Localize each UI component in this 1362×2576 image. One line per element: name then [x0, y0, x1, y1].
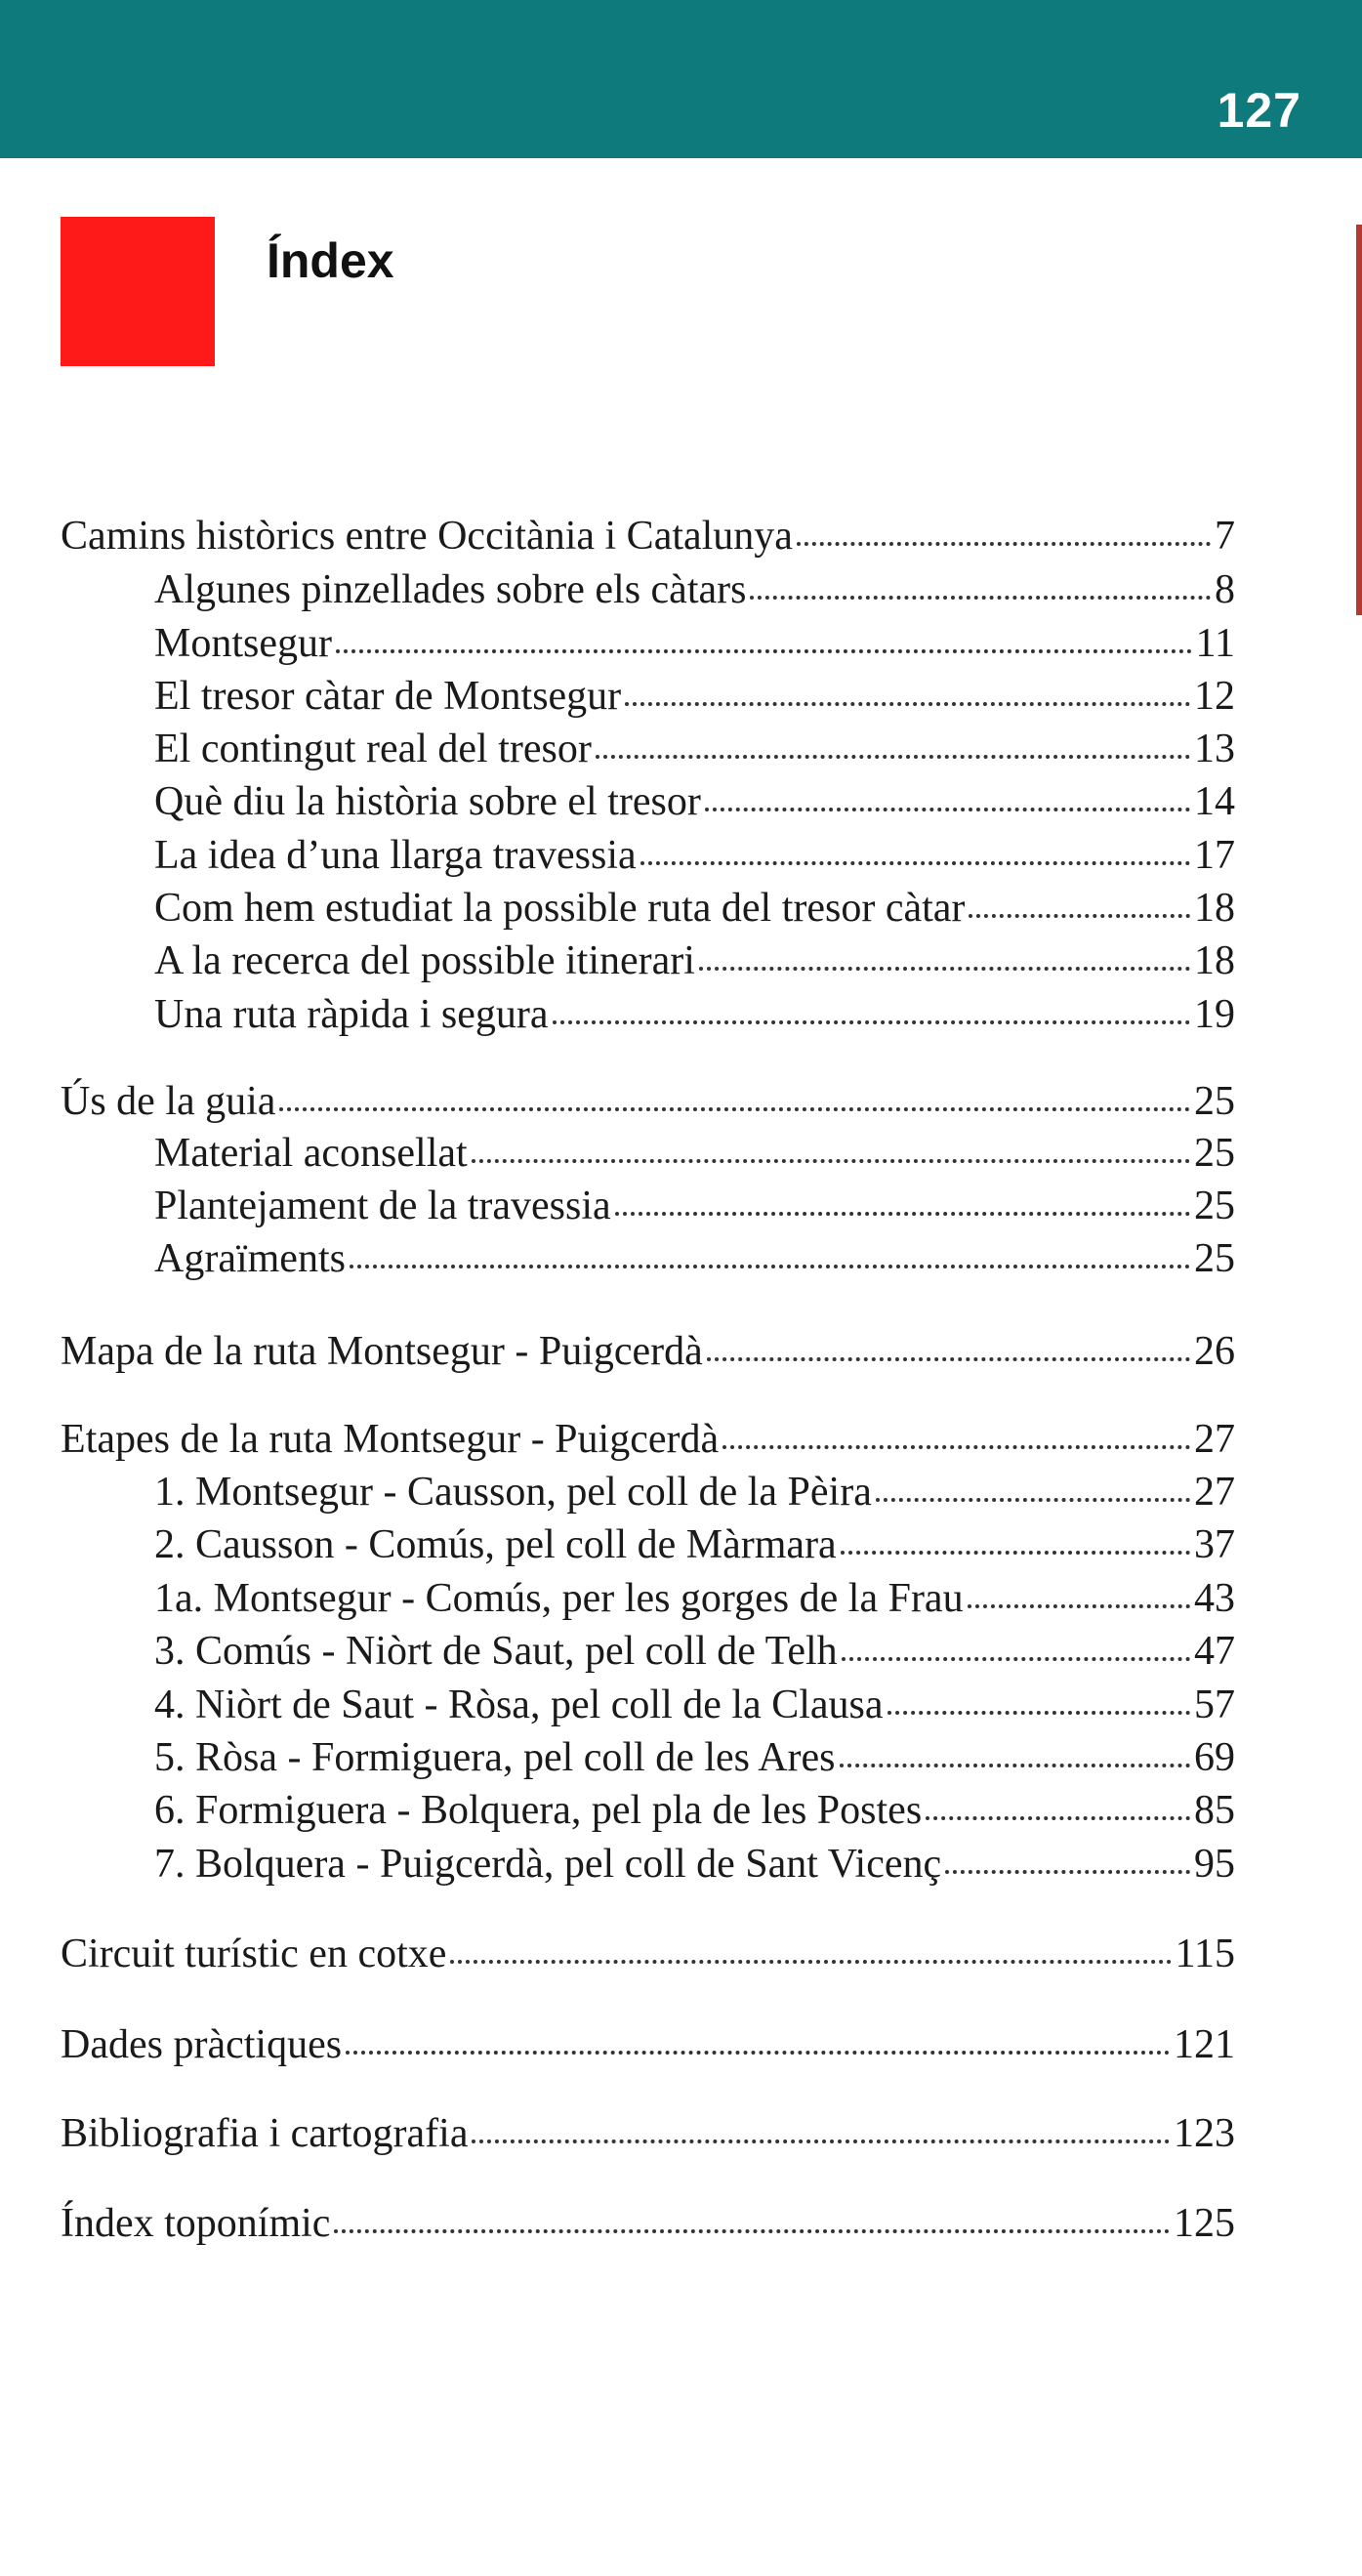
- page-title: Índex: [267, 233, 394, 288]
- toc-entry-page: 27: [1194, 1417, 1235, 1462]
- page-number: 127: [1217, 83, 1301, 138]
- toc-entry: [154, 1844, 1235, 1885]
- toc-entry: [61, 1331, 1235, 1372]
- dot-leader: [615, 1212, 1190, 1216]
- dot-leader: [840, 1764, 1190, 1767]
- toc-entry-label: Una ruta ràpida i segura: [154, 992, 549, 1037]
- dot-leader: [346, 2051, 1170, 2055]
- toc-entry: [61, 1081, 1235, 1122]
- toc-entry-label: 6. Formiguera - Bolquera, pel pla de les Postes: [154, 1788, 923, 1833]
- toc-entry-page: 17: [1194, 833, 1235, 878]
- toc-entry-page: 25: [1194, 1079, 1235, 1124]
- dot-leader: [945, 1870, 1190, 1874]
- toc-entry-label: Índex toponímic: [61, 2201, 331, 2246]
- dot-leader: [707, 1357, 1190, 1361]
- dot-leader: [336, 649, 1192, 653]
- dot-leader: [625, 702, 1190, 706]
- toc-entry-label: Com hem estudiat la possible ruta del tresor càtar: [154, 886, 966, 931]
- toc-entry: [154, 1472, 1235, 1513]
- toc-entry-page: 121: [1174, 2022, 1235, 2067]
- toc-entry-label: 3. Comús - Niòrt de Saut, pel coll de Telh: [154, 1629, 838, 1674]
- toc-entry: [61, 2203, 1235, 2244]
- toc-entry-page: 125: [1174, 2201, 1235, 2246]
- toc-entry: [154, 1790, 1235, 1831]
- toc-entry-page: 115: [1175, 1932, 1235, 1976]
- toc-entry: [154, 1578, 1235, 1619]
- dot-leader: [553, 1020, 1191, 1024]
- toc-entry-page: 95: [1194, 1842, 1235, 1887]
- toc-entry-page: 25: [1194, 1236, 1235, 1281]
- toc-entry-label: 2. Causson - Comús, pel coll de Màrmara: [154, 1522, 837, 1567]
- toc-entry-label: 7. Bolquera - Puigcerdà, pel coll de Sant Vicenç: [154, 1842, 942, 1887]
- toc-entry-page: 43: [1194, 1576, 1235, 1621]
- toc-entry-page: 123: [1174, 2111, 1235, 2156]
- toc-entry-page: 19: [1194, 992, 1235, 1037]
- toc-entry: [154, 940, 1235, 981]
- dot-leader: [926, 1816, 1190, 1820]
- dot-leader: [699, 967, 1190, 971]
- toc-entry-page: 27: [1194, 1470, 1235, 1515]
- dot-leader: [350, 1265, 1190, 1268]
- toc-entry-label: 1. Montsegur - Causson, pel coll de la Pèira: [154, 1470, 872, 1515]
- toc-entry: [154, 623, 1235, 664]
- toc-entry-label: Mapa de la ruta Montsegur - Puigcerdà: [61, 1329, 703, 1374]
- toc-entry-page: 7: [1215, 514, 1235, 559]
- dot-leader: [334, 2229, 1170, 2233]
- toc-entry-label: Circuit turístic en cotxe: [61, 1932, 447, 1976]
- toc-entry-label: Dades pràctiques: [61, 2022, 343, 2067]
- page-edge-strip: [1356, 225, 1362, 615]
- toc-entry: [61, 516, 1235, 557]
- toc-entry-label: La idea d’una llarga travessia: [154, 833, 637, 878]
- toc-entry-page: 85: [1194, 1788, 1235, 1833]
- toc-entry: [154, 676, 1235, 717]
- toc-entry: [154, 1737, 1235, 1778]
- dot-leader: [841, 1551, 1190, 1555]
- toc-entry-page: 26: [1194, 1329, 1235, 1374]
- dot-leader: [722, 1445, 1190, 1449]
- toc-entry-label: Etapes de la ruta Montsegur - Puigcerdà: [61, 1417, 720, 1462]
- toc-entry-label: Plantejament de la travessia: [154, 1184, 611, 1228]
- toc-entry-label: Camins històrics entre Occitània i Catalunya: [61, 514, 793, 559]
- dot-leader: [472, 2140, 1170, 2143]
- toc-entry: [61, 2113, 1235, 2154]
- toc-entry: [154, 888, 1235, 929]
- dot-leader: [279, 1107, 1190, 1111]
- toc-entry-page: 14: [1194, 779, 1235, 824]
- toc-entry: [154, 1524, 1235, 1565]
- toc-entry-label: El contingut real del tresor: [154, 727, 592, 771]
- toc-entry-label: 4. Niòrt de Saut - Ròsa, pel coll de la Clausa: [154, 1683, 884, 1727]
- toc-entry-page: 18: [1194, 886, 1235, 931]
- toc-entry: [154, 1185, 1235, 1226]
- toc-entry-label: 1a. Montsegur - Comús, per les gorges de la Frau: [154, 1576, 964, 1621]
- dot-leader: [887, 1711, 1190, 1715]
- toc-entry-label: Algunes pinzellades sobre els càtars: [154, 567, 747, 612]
- toc-entry: [154, 835, 1235, 876]
- toc-entry: [61, 1933, 1235, 1974]
- toc-entry-page: 37: [1194, 1522, 1235, 1567]
- toc-entry-label: El tresor càtar de Montsegur: [154, 674, 622, 719]
- toc-entry-label: A la recerca del possible itinerari: [154, 938, 695, 983]
- dot-leader: [968, 1604, 1190, 1608]
- red-square-marker: [61, 217, 215, 366]
- dot-leader: [797, 542, 1211, 546]
- toc-entry-page: 18: [1194, 938, 1235, 983]
- dot-leader: [450, 1960, 1171, 1964]
- toc-entry-page: 8: [1215, 567, 1235, 612]
- dot-leader: [750, 596, 1211, 600]
- toc-entry: [154, 569, 1235, 610]
- toc-entry-page: 57: [1194, 1683, 1235, 1727]
- toc-entry-page: 12: [1194, 674, 1235, 719]
- toc-entry: [61, 1419, 1235, 1460]
- toc-entry-label: Què diu la història sobre el tresor: [154, 779, 701, 824]
- toc-entry-label: 5. Ròsa - Formiguera, pel coll de les Ares: [154, 1735, 836, 1780]
- dot-leader: [876, 1498, 1190, 1502]
- toc-entry-page: 25: [1194, 1184, 1235, 1228]
- toc-entry: [154, 1631, 1235, 1672]
- dot-leader: [640, 861, 1190, 865]
- dot-leader: [842, 1657, 1190, 1661]
- toc-entry: [61, 2024, 1235, 2065]
- dot-leader: [596, 755, 1190, 759]
- toc-entry: [154, 1238, 1235, 1279]
- dot-leader: [969, 914, 1190, 918]
- toc-entry-page: 13: [1194, 727, 1235, 771]
- toc-entry: [154, 1133, 1235, 1174]
- dot-leader: [472, 1159, 1190, 1163]
- toc-entry: [154, 781, 1235, 822]
- toc-entry-page: 25: [1194, 1131, 1235, 1176]
- toc-entry-page: 47: [1194, 1629, 1235, 1674]
- dot-leader: [705, 808, 1190, 811]
- header-band: [0, 0, 1362, 158]
- toc-entry: [154, 994, 1235, 1035]
- toc-entry: [154, 1684, 1235, 1725]
- toc-entry-label: Agraïments: [154, 1236, 346, 1281]
- toc-entry-page: 11: [1195, 621, 1235, 666]
- toc-entry-label: Material aconsellat: [154, 1131, 468, 1176]
- toc-entry-page: 69: [1194, 1735, 1235, 1780]
- toc-entry-label: Montsegur: [154, 621, 332, 666]
- toc-entry: [154, 728, 1235, 769]
- toc-entry-label: Ús de la guia: [61, 1079, 276, 1124]
- toc-entry-label: Bibliografia i cartografia: [61, 2111, 469, 2156]
